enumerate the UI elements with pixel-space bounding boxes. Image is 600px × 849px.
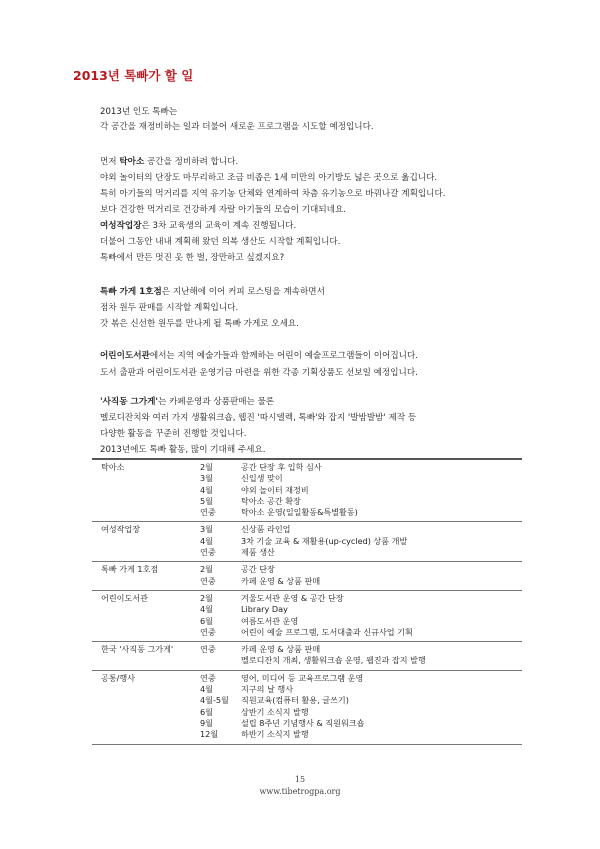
schedule-row — [92, 473, 522, 484]
intro-line-1: 2013년 인도 톡빠는 — [100, 107, 178, 117]
schedule-activity: 제품 생산 — [241, 547, 275, 558]
schedule-activity: 겨울도서관 운영 & 공간 단장 — [241, 592, 344, 603]
schedule-category: 어린이도서관 — [101, 592, 148, 603]
sajik-line-1 — [100, 396, 274, 408]
schedule-month: 연중 — [200, 672, 216, 683]
schedule-activity: 신상품 라인업 — [241, 524, 291, 535]
schedule-activity: 어린이 예술 프로그램, 도서대출과 신규사업 기획 — [241, 626, 413, 637]
schedule-row — [92, 593, 522, 604]
schedule-group — [92, 562, 522, 591]
schedule-row — [92, 616, 522, 627]
schedule-category: 한국 '사직동 그가게' — [101, 644, 174, 655]
tagsa-line-2: 야외 놀이터의 단장도 마무리하고 조금 비좁은 1세 미만의 아기방도 넓은 곳으로 옮깁니다. — [100, 173, 438, 183]
schedule-row — [92, 576, 522, 587]
schedule-group — [92, 522, 522, 562]
schedule-activity: 카페 운영 & 상품 판매 — [241, 575, 321, 586]
schedule-activity: 지구의 날 행사 — [241, 684, 294, 695]
schedule-month: 3월 — [200, 524, 213, 535]
schedule-activity: 영어, 미디어 등 교육프로그램 운영 — [241, 672, 364, 683]
schedule-row — [92, 485, 522, 496]
schedule-row — [92, 524, 522, 535]
schedule-month: 연중 — [200, 547, 216, 558]
schedule-month: 4월 — [200, 484, 213, 495]
schedule-row — [92, 655, 522, 666]
schedule-month: 3월 — [200, 473, 213, 484]
shop-line-1 — [100, 286, 325, 298]
schedule-activity: 야외 놀이터 재정비 — [241, 484, 309, 495]
tagsa-line-1 — [100, 156, 238, 168]
schedule-category: 탁아소 — [101, 462, 125, 472]
schedule-activity: 여름도서관 운영 — [241, 615, 299, 626]
sajik-bold: '사직동 그가게' — [100, 397, 159, 407]
schedule-row — [92, 507, 522, 518]
schedule-month: 4월 — [200, 684, 213, 695]
schedule-activity: 탁아소 공간 확장 — [241, 495, 301, 506]
women-line-1 — [100, 220, 296, 232]
schedule-activity: 설립 8주년 기념행사 & 직원워크숍 — [241, 717, 365, 728]
schedule-activity: 직원교육(컴퓨터 활용, 글쓰기) — [241, 695, 349, 706]
schedule-month: 6월 — [200, 706, 213, 717]
schedule-row — [92, 462, 522, 473]
schedule-row — [92, 536, 522, 547]
schedule-activity: 탁아소 운영(일일활동&특별활동) — [241, 507, 358, 518]
shop-bold: 톡빠 가게 1호점 — [100, 287, 162, 297]
schedule-month: 2월 — [200, 462, 213, 472]
schedule-activity: 멜로디잔치 개최, 생활워크숍 운영, 웹진과 잡지 발행 — [241, 655, 426, 666]
sajik-line-2: 멜로디잔치와 여러 가지 생활워크숍, 웹진 '따시델렉, 톡빠'와 잡지 '발밤발밤' 제작 등 — [100, 413, 417, 423]
page-title: 2013년 톡빠가 할 일 — [73, 68, 194, 83]
schedule-row — [92, 729, 522, 740]
schedule-group — [92, 458, 522, 522]
schedule-category: 여성작업장 — [101, 524, 141, 535]
women-line-2: 더불어 그동안 내내 계획해 왔던 의복 생산도 시작할 계획입니다. — [100, 237, 341, 247]
library-post: 에서는 지역 예술가들과 함께하는 어린이 예술프로그램들이 이어집니다. — [149, 351, 418, 361]
women-post: 은 3차 교육생의 교육이 계속 진행됩니다. — [141, 221, 297, 231]
schedule-table — [92, 458, 522, 745]
library-line-1 — [100, 350, 418, 362]
schedule-category: 공통/행사 — [101, 672, 136, 683]
women-bold: 여성작업장 — [100, 221, 142, 231]
schedule-month: 6월 — [200, 615, 213, 626]
schedule-row — [92, 564, 522, 575]
sajik-post: 는 카페운영과 상품판매는 물론 — [158, 397, 275, 407]
shop-line-3: 갓 볶은 신선한 원두를 만나게 될 톡빠 가게로 오세요. — [100, 319, 299, 329]
schedule-group — [92, 591, 522, 642]
schedule-row — [92, 673, 522, 684]
schedule-month: 2월 — [200, 592, 213, 603]
schedule-month: 5월 — [200, 495, 213, 506]
schedule-row — [92, 644, 522, 655]
schedule-activity: 카페 운영 & 상품 판매 — [241, 644, 321, 655]
schedule-category: 톡빠 가게 1호점 — [101, 564, 159, 575]
schedule-month: 연중 — [200, 644, 216, 655]
schedule-month: 4월-5월 — [200, 695, 229, 706]
schedule-month: 4월 — [200, 535, 213, 546]
schedule-activity: 3차 기술 교육 & 재활용(up-cycled) 상품 개발 — [241, 535, 408, 546]
schedule-row — [92, 695, 522, 706]
tagsa-bold: 탁아소 — [119, 157, 145, 167]
schedule-row — [92, 627, 522, 638]
schedule-activity: 상반기 소식지 발행 — [241, 706, 309, 717]
schedule-month: 연중 — [200, 507, 216, 518]
schedule-month: 4월 — [200, 604, 213, 615]
website-url: www.tibetrogpa.org — [259, 787, 341, 796]
library-line-2: 도서 출판과 어린이도서관 운영기금 마련을 위한 각종 기획상품도 선보일 예정입니다. — [100, 368, 418, 378]
schedule-month: 2월 — [200, 564, 213, 575]
library-bold: 어린이도서관 — [100, 351, 150, 361]
schedule-group — [92, 642, 522, 671]
shop-line-2: 점차 원두 판매를 시작할 계획입니다. — [100, 303, 239, 313]
schedule-row — [92, 707, 522, 718]
schedule-activity: 하반기 소식지 발행 — [241, 729, 309, 740]
schedule-month: 연중 — [200, 626, 216, 637]
schedule-activity: 공간 단장 후 입학 심사 — [241, 462, 322, 472]
women-line-3: 톡빠에서 만든 멋진 옷 한 벌, 장만하고 싶겠지요? — [100, 253, 285, 263]
tagsa-pre: 먼저 — [100, 157, 120, 167]
schedule-activity: Library Day — [241, 604, 288, 615]
tagsa-line-4: 보다 건강한 먹거리로 건강하게 자랄 아기들의 모습이 기대되네요. — [100, 205, 346, 215]
schedule-row — [92, 604, 522, 615]
tagsa-line-3: 특히 아기들의 먹거리를 지역 유기농 단체와 연계하여 차츰 유기농으로 바꿔나갈 계획입니다. — [100, 189, 446, 199]
schedule-activity: 신입생 맞이 — [241, 473, 283, 484]
schedule-row — [92, 684, 522, 695]
sajik-line-3: 다양한 활동을 꾸준히 진행할 것입니다. — [100, 429, 247, 439]
schedule-row — [92, 547, 522, 558]
intro-line-2: 각 공간을 재정비하는 일과 더불어 새로운 프로그램을 시도할 예정입니다. — [100, 122, 374, 132]
schedule-activity: 공간 단장 — [241, 564, 275, 575]
schedule-row — [92, 718, 522, 729]
shop-post: 은 지난해에 이어 커피 로스팅을 계속하면서 — [161, 287, 325, 297]
schedule-month: 12월 — [200, 729, 219, 740]
schedule-month: 9월 — [200, 717, 213, 728]
schedule-row — [92, 496, 522, 507]
page-number: 15 — [294, 775, 306, 784]
schedule-group — [92, 671, 522, 745]
schedule-month: 연중 — [200, 575, 216, 586]
sajik-line-4: 2013년에도 톡빠 활동, 많이 기대해 주세요. — [100, 445, 266, 455]
tagsa-post: 공간을 정비하려 합니다. — [144, 157, 239, 167]
